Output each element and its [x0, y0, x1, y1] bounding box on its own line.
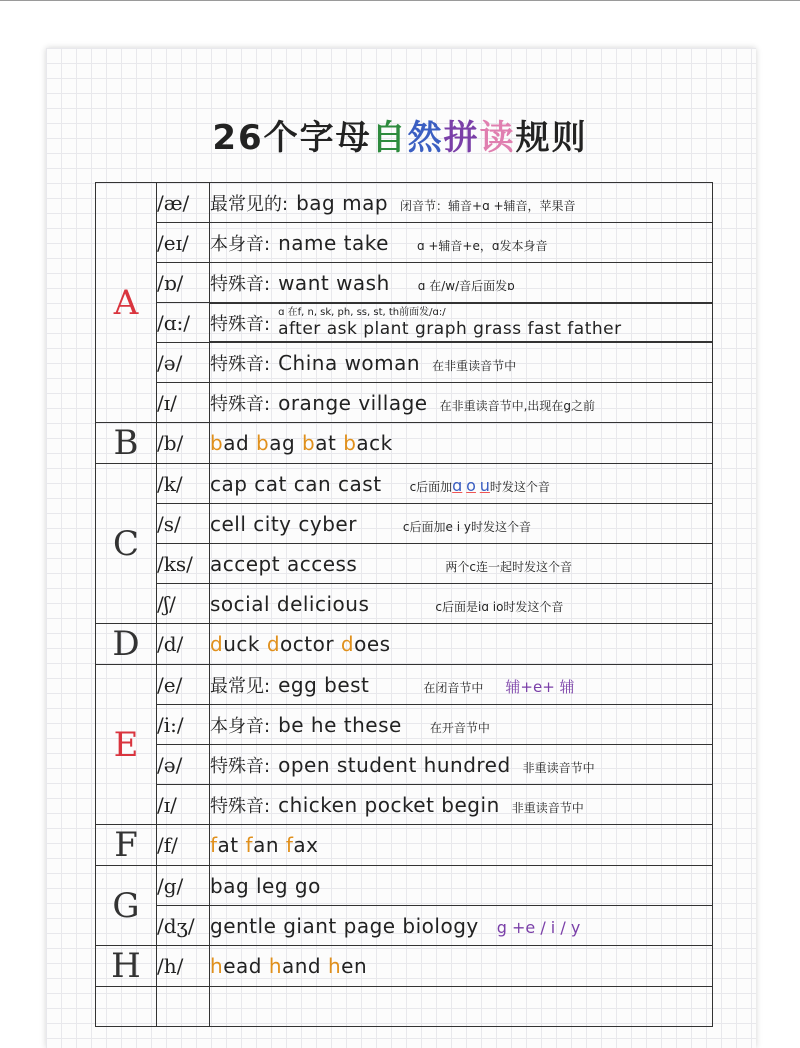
phonetic-cell: /ʃ/: [157, 584, 210, 624]
letter-cell: D: [96, 624, 157, 665]
content-cell: 特殊音: open student hundred 非重读音节中: [210, 745, 713, 785]
content-cell: cap cat can cast c后面加ɑ o u时发这个音: [210, 464, 713, 504]
table-row: [96, 987, 713, 1027]
content-cell: duck doctor does: [210, 624, 713, 665]
table-row: [96, 464, 713, 504]
phonetic-cell: /e/: [157, 665, 210, 705]
phonetic-cell: /b/: [157, 423, 210, 464]
content-cell: 最常见的: bag map 闭音节：辅音+ɑ +辅音，苹果音: [210, 183, 713, 223]
table-row: [96, 504, 713, 544]
content-cell: social delicious c后面是iɑ io时发这个音: [210, 584, 713, 624]
phonetic-cell: /d/: [157, 624, 210, 665]
content-cell: [210, 987, 713, 1027]
table-row: [96, 825, 713, 866]
phonetic-cell: /k/: [157, 464, 210, 504]
letter-cell: H: [96, 946, 157, 987]
content-cell: 本身音: name take ɑ +辅音+e，ɑ发本身音: [210, 223, 713, 263]
page-title: 26个字母自然拼读规则: [212, 118, 588, 158]
content-cell: 特殊音: chicken pocket begin 非重读音节中: [210, 785, 713, 825]
letter-cell: B: [96, 423, 157, 464]
top-border-line: [0, 0, 800, 1]
table-row: [96, 785, 713, 825]
content-cell: bad bag bat back: [210, 423, 713, 464]
content-cell: 特殊音: China woman 在非重读音节中: [210, 343, 713, 383]
table-row: [96, 383, 713, 423]
content-cell: 特殊音: orange village 在非重读音节中,出现在g之前: [210, 383, 713, 423]
table-row: [96, 745, 713, 785]
table-row: [96, 906, 713, 946]
content-cell: head hand hen: [210, 946, 713, 987]
phonetic-cell: /g/: [157, 866, 210, 906]
table-row: [96, 624, 713, 665]
table-row: [96, 303, 713, 343]
content-cell: bag leg go: [210, 866, 713, 906]
phonetic-cell: /f/: [157, 825, 210, 866]
content-cell: 最常见: egg best 在闭音节中 辅+e+ 辅: [210, 665, 713, 705]
table-row: [96, 263, 713, 303]
table-row: [96, 183, 713, 223]
table-row: [96, 705, 713, 745]
phonetic-cell: /eɪ/: [157, 223, 210, 263]
phonetic-cell: /æ/: [157, 183, 210, 223]
content-cell: 本身音: be he these 在开音节中: [210, 705, 713, 745]
content-cell: accept access 两个c连一起时发这个音: [210, 544, 713, 584]
table-row: [96, 584, 713, 624]
phonetic-cell: /ɪ/: [157, 383, 210, 423]
letter-cell: C: [96, 464, 157, 624]
table-row: [96, 423, 713, 464]
phonics-rules-table: [95, 182, 713, 1027]
phonetic-cell: /ə/: [157, 745, 210, 785]
phonetic-cell: /ɪ/: [157, 785, 210, 825]
table-row: [96, 866, 713, 906]
letter-cell: E: [96, 665, 157, 825]
letter-cell: [96, 987, 157, 1027]
table-row: [96, 544, 713, 584]
phonetic-cell: /ə/: [157, 343, 210, 383]
letter-cell: A: [96, 183, 157, 423]
table-row: [96, 665, 713, 705]
phonetic-cell: /s/: [157, 504, 210, 544]
phonetic-cell: /ɒ/: [157, 263, 210, 303]
table-row: [96, 223, 713, 263]
phonetic-cell: [157, 987, 210, 1027]
phonetic-cell: /ks/: [157, 544, 210, 584]
phonetic-cell: /h/: [157, 946, 210, 987]
table-row: [96, 343, 713, 383]
content-cell: fat fan fax: [210, 825, 713, 866]
content-cell: gentle giant page biology g +e / i / y: [210, 906, 713, 946]
content-cell: 特殊音: ɑ 在f, n, sk, ph, ss, st, th前面发/ɑ:/ after ask plant graph grass fast father: [210, 303, 713, 342]
letter-cell: G: [96, 866, 157, 946]
letter-cell: F: [96, 825, 157, 866]
phonetic-cell: /ɑ:/: [157, 303, 210, 343]
content-cell: 特殊音: want wash ɑ 在/w/音后面发ɒ: [210, 263, 713, 303]
phonetic-cell: /dʒ/: [157, 906, 210, 946]
phonetic-cell: /i:/: [157, 705, 210, 745]
content-cell: cell city cyber c后面加e i y时发这个音: [210, 504, 713, 544]
table-row: [96, 946, 713, 987]
